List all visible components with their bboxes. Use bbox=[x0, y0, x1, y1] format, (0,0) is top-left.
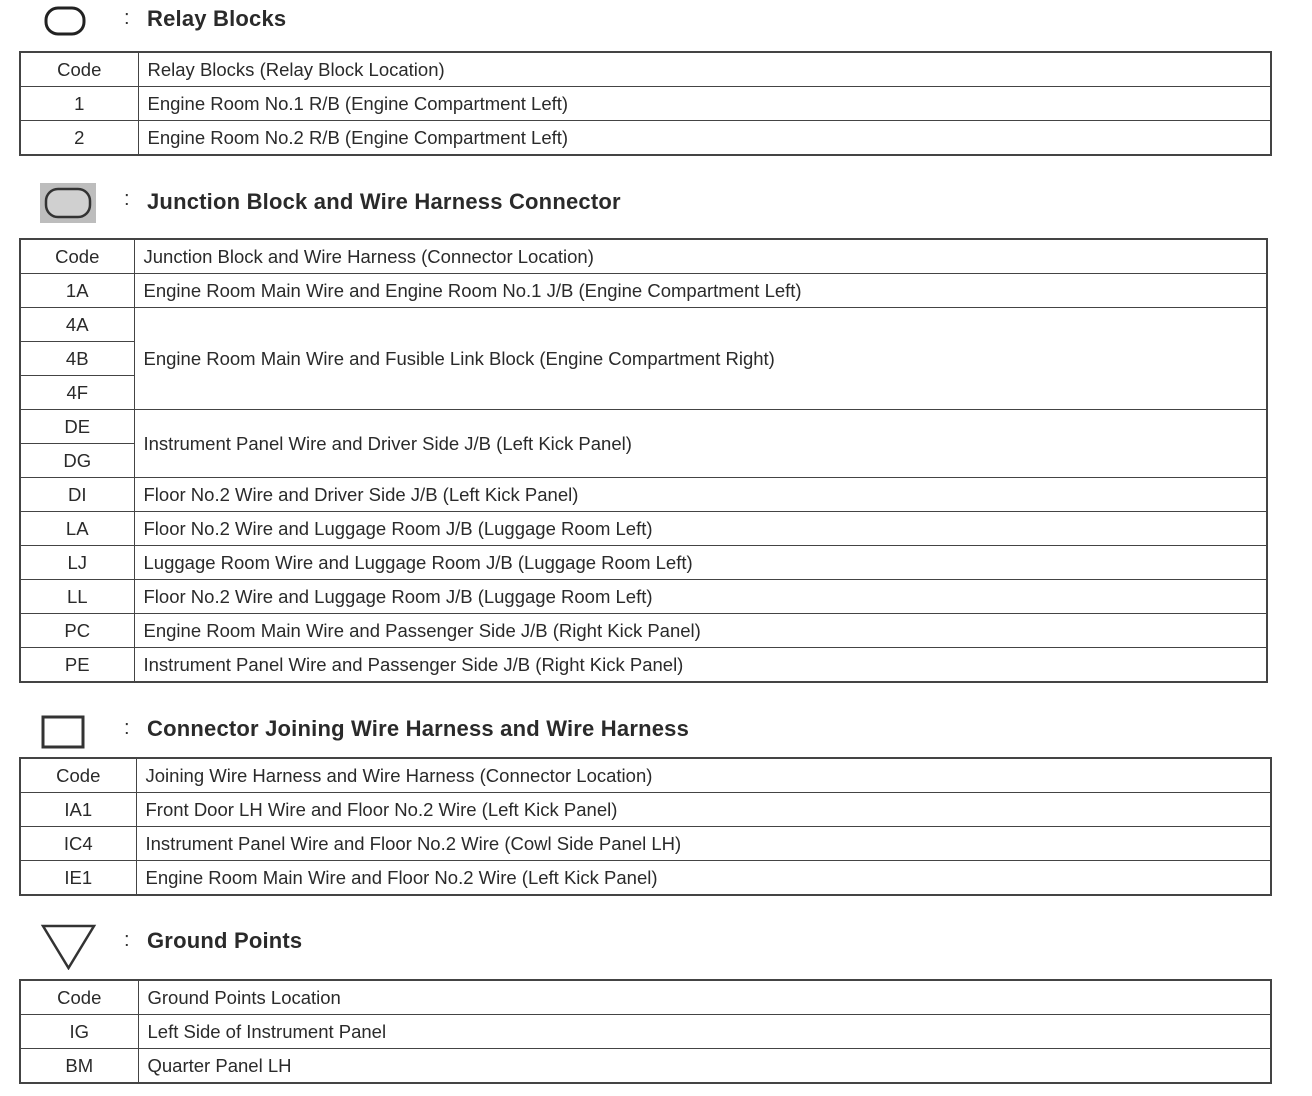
description-cell: Engine Room No.2 R/B (Engine Compartment Left) bbox=[138, 121, 1271, 156]
code-cell: 4A bbox=[20, 308, 134, 342]
colon: : bbox=[124, 188, 130, 210]
table-row bbox=[20, 793, 1271, 827]
relay-blocks-heading bbox=[0, 0, 1312, 40]
code-cell: LL bbox=[20, 580, 134, 614]
connector-joining-table bbox=[19, 757, 1272, 896]
table-row bbox=[20, 410, 1267, 444]
table-row bbox=[20, 546, 1267, 580]
description-cell: Instrument Panel Wire and Floor No.2 Wire (Cowl Side Panel LH) bbox=[136, 827, 1271, 861]
code-cell: IG bbox=[20, 1015, 138, 1049]
section-title: Ground Points bbox=[147, 928, 303, 953]
table-row bbox=[20, 614, 1267, 648]
location-header: Junction Block and Wire Harness (Connector Location) bbox=[134, 239, 1267, 274]
code-cell: LA bbox=[20, 512, 134, 546]
description-cell: Floor No.2 Wire and Driver Side J/B (Left Kick Panel) bbox=[134, 478, 1267, 512]
code-cell: LJ bbox=[20, 546, 134, 580]
description-cell: Floor No.2 Wire and Luggage Room J/B (Luggage Room Left) bbox=[134, 512, 1267, 546]
code-cell: 1A bbox=[20, 274, 134, 308]
table-row bbox=[20, 274, 1267, 308]
rounded-rect-icon bbox=[44, 5, 88, 37]
code-cell: DI bbox=[20, 478, 134, 512]
square-icon bbox=[40, 714, 88, 752]
table-row bbox=[20, 308, 1267, 342]
table-row bbox=[20, 121, 1271, 156]
table-header-row bbox=[20, 758, 1271, 793]
code-header: Code bbox=[20, 980, 138, 1015]
colon: : bbox=[124, 7, 130, 29]
code-cell: 4B bbox=[20, 342, 134, 376]
ground-points-table bbox=[19, 979, 1272, 1084]
section-title: Relay Blocks bbox=[147, 6, 287, 31]
code-cell: 2 bbox=[20, 121, 138, 156]
code-header: Code bbox=[20, 239, 134, 274]
description-cell: Engine Room Main Wire and Passenger Side J/B (Right Kick Panel) bbox=[134, 614, 1267, 648]
location-header: Ground Points Location bbox=[138, 980, 1271, 1015]
code-cell: 1 bbox=[20, 87, 138, 121]
location-header: Joining Wire Harness and Wire Harness (Connector Location) bbox=[136, 758, 1271, 793]
code-cell: PE bbox=[20, 648, 134, 683]
description-cell: Instrument Panel Wire and Passenger Side J/B (Right Kick Panel) bbox=[134, 648, 1267, 683]
description-cell: Engine Room Main Wire and Fusible Link Block (Engine Compartment Right) bbox=[134, 308, 1267, 410]
code-cell: IC4 bbox=[20, 827, 136, 861]
code-header: Code bbox=[20, 52, 138, 87]
table-row bbox=[20, 478, 1267, 512]
triangle-down-icon bbox=[40, 922, 98, 970]
description-cell: Luggage Room Wire and Luggage Room J/B (Luggage Room Left) bbox=[134, 546, 1267, 580]
section-title: Junction Block and Wire Harness Connector bbox=[147, 189, 621, 214]
table-header-row bbox=[20, 980, 1271, 1015]
colon: : bbox=[124, 717, 130, 739]
description-cell: Quarter Panel LH bbox=[138, 1049, 1271, 1084]
section-title: Connector Joining Wire Harness and Wire Harness bbox=[147, 716, 690, 741]
location-header: Relay Blocks (Relay Block Location) bbox=[138, 52, 1271, 87]
description-cell: Front Door LH Wire and Floor No.2 Wire (Left Kick Panel) bbox=[136, 793, 1271, 827]
table-row bbox=[20, 87, 1271, 121]
table-row bbox=[20, 861, 1271, 896]
code-cell: PC bbox=[20, 614, 134, 648]
code-header: Code bbox=[20, 758, 136, 793]
code-cell: IA1 bbox=[20, 793, 136, 827]
junction-block-heading bbox=[0, 181, 1312, 221]
colon: : bbox=[124, 929, 130, 951]
table-row bbox=[20, 580, 1267, 614]
code-cell: IE1 bbox=[20, 861, 136, 896]
description-cell: Engine Room Main Wire and Engine Room No.1 J/B (Engine Compartment Left) bbox=[134, 274, 1267, 308]
table-row bbox=[20, 827, 1271, 861]
table-row bbox=[20, 648, 1267, 683]
shaded-rounded-rect-icon bbox=[38, 181, 100, 225]
code-cell: DE bbox=[20, 410, 134, 444]
description-cell: Left Side of Instrument Panel bbox=[138, 1015, 1271, 1049]
table-row bbox=[20, 512, 1267, 546]
table-row bbox=[20, 1049, 1271, 1084]
code-cell: DG bbox=[20, 444, 134, 478]
description-cell: Instrument Panel Wire and Driver Side J/B (Left Kick Panel) bbox=[134, 410, 1267, 478]
description-cell: Engine Room Main Wire and Floor No.2 Wire (Left Kick Panel) bbox=[136, 861, 1271, 896]
table-header-row bbox=[20, 52, 1271, 87]
description-cell: Engine Room No.1 R/B (Engine Compartment Left) bbox=[138, 87, 1271, 121]
relay-blocks-table bbox=[19, 51, 1272, 156]
ground-points-heading bbox=[0, 920, 1312, 960]
description-cell: Floor No.2 Wire and Luggage Room J/B (Luggage Room Left) bbox=[134, 580, 1267, 614]
table-header-row bbox=[20, 239, 1267, 274]
code-cell: 4F bbox=[20, 376, 134, 410]
table-row bbox=[20, 1015, 1271, 1049]
connector-joining-heading bbox=[0, 710, 1312, 750]
code-cell: BM bbox=[20, 1049, 138, 1084]
junction-block-table bbox=[19, 238, 1268, 683]
